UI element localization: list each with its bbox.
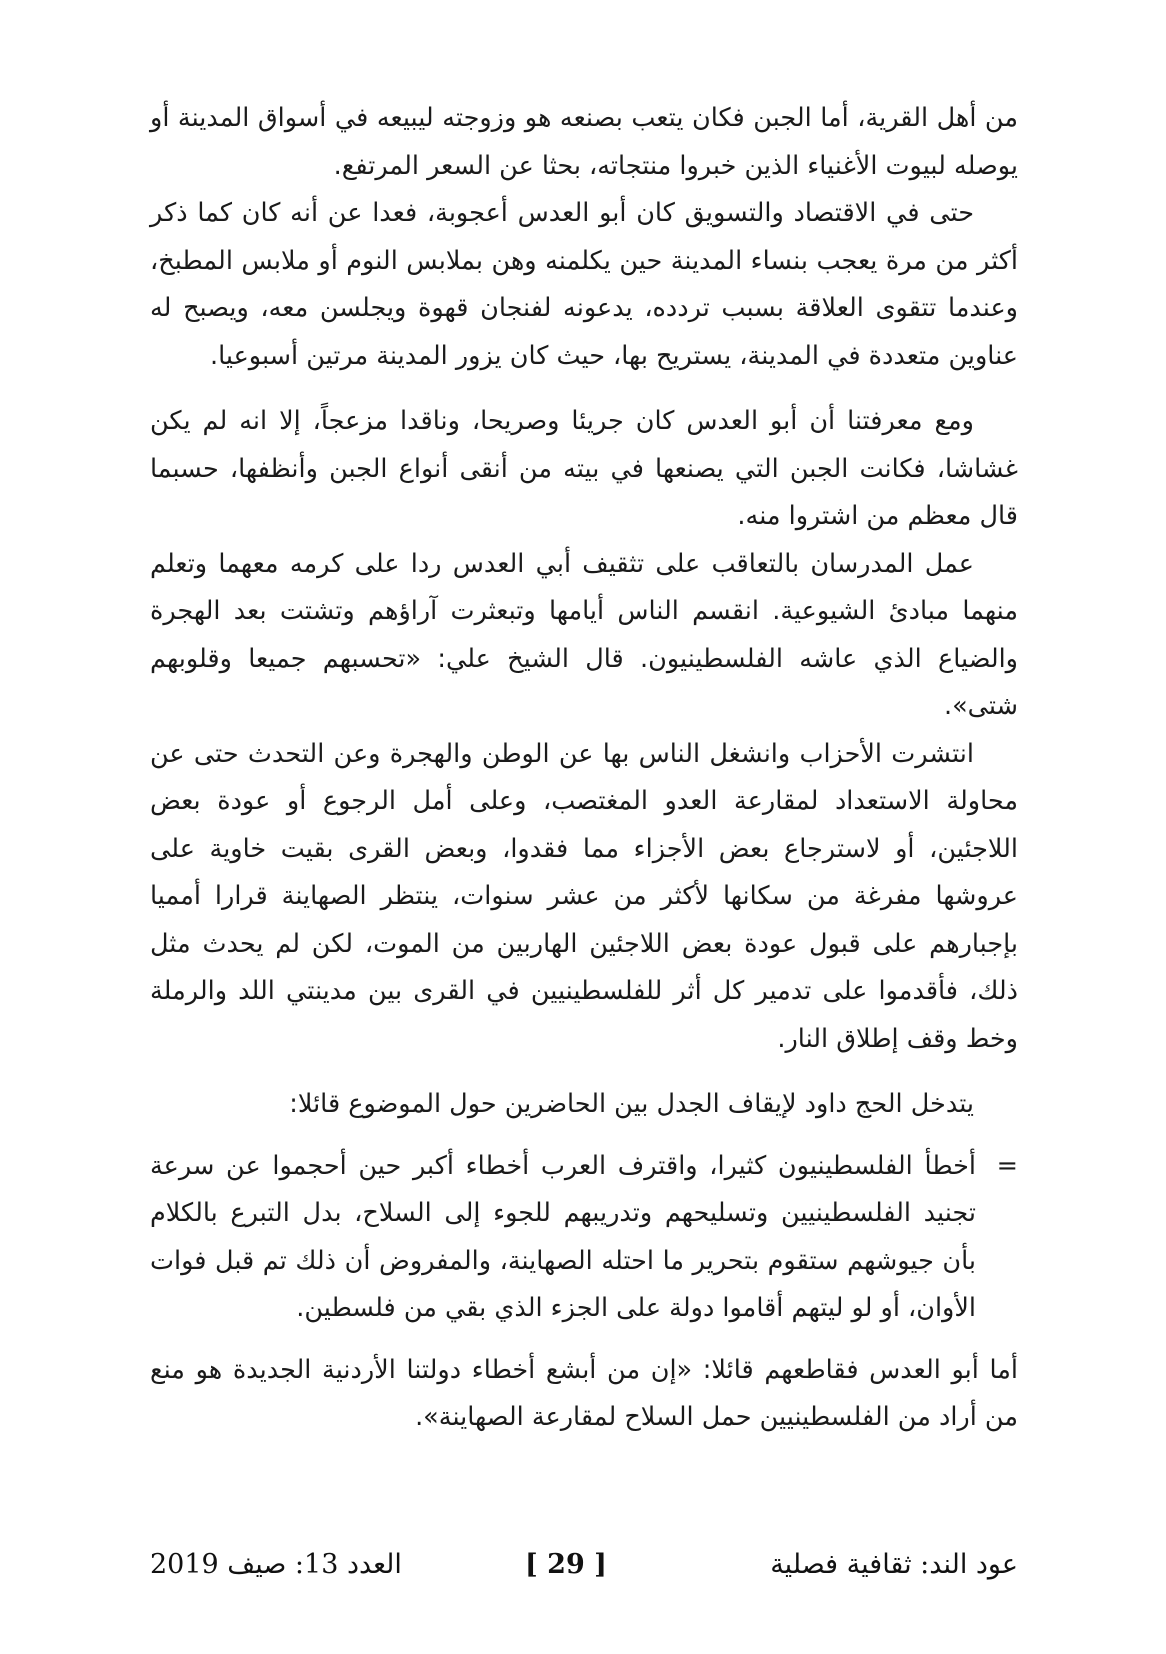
paragraph-6: يتدخل الحج داود لإيقاف الجدل بين الحاضرين حول الموضوع قائلا: bbox=[289, 1089, 974, 1119]
paragraph-2: حتى في الاقتصاد والتسويق كان أبو العدس أعجوبة، فعدا عن أنه كان كما ذكر أكثر من مرة يعجب بنساء المدينة حين يكلمنه وهن بملابس النوم أو ملابس المطبخ، وعندما تتقوى العلاقة بسبب تردده، يدعونه لفنجان قهوة ويجلسن معه، ويصبح له عناوين متعددة في المدينة، يستريح بها، حيث كان يزور المدينة مرتين أسبوعيا. bbox=[150, 198, 1018, 371]
quoted-speech bbox=[150, 1143, 1018, 1333]
paragraph-8: أما أبو العدس فقاطعهم قائلا: «إن من أبشع أخطاء دولتنا الأردنية الجديدة هو منع من أراد من الفلسطينيين حمل السلاح لمقارعة الصهاينة». bbox=[150, 1354, 1018, 1432]
page-footer bbox=[150, 1540, 1018, 1590]
paragraph-7: أخطأ الفلسطينيون كثيرا، واقترف العرب أخطاء أكبر حين أحجموا عن سرعة تجنيد الفلسطينيين وتسليحهم وتدريبهم للجوء إلى السلاح، بدل التبرع بالكلام بأن جيوشهم ستقوم بتحرير ما احتله الصهاينة، والمفروض أن ذلك تم قبل فوات الأوان، أو لو ليتهم أقاموا دولة على الجزء الذي بقي من فلسطين. bbox=[150, 1150, 976, 1323]
quote-marker: = bbox=[996, 1150, 1018, 1181]
paragraph-5: انتشرت الأحزاب وانشغل الناس بها عن الوطن والهجرة وعن التحدث حتى عن محاولة الاستعداد لمقارعة العدو المغتصب، وعلى أمل الرجوع أو عودة بعض اللاجئين، أو لاسترجاع بعض الأجزاء مما فقدوا، وبعض القرى بقيت خاوية على عروشها مفرغة من سكانها لأكثر من عشر سنوات، ينتظر الصهاينة قرارا أمميا بإجبارهم على قبول عودة بعض اللاجئين الهاربين من الموت، لكن لم يحدث مثل ذلك، فأقدموا على تدمير كل أثر للفلسطينيين في القرى بين مدينتي اللد والرملة وخط وقف إطلاق النار. bbox=[150, 738, 1018, 1054]
paragraph-1: من أهل القرية، أما الجبن فكان يتعب بصنعه هو وزوجته ليبيعه في أسواق المدينة أو يوصله لبيوت الأغنياء الذين خبروا منتجاته، بحثا عن السعر المرتفع. bbox=[150, 103, 1018, 181]
magazine-title: عود الند: ثقافية فصلية bbox=[770, 1549, 1018, 1580]
article-body bbox=[150, 95, 1018, 1442]
paragraph-4: عمل المدرسان بالتعاقب على تثقيف أبي العدس ردا على كرمه معهما وتعلم منهما مبادئ الشيوعية. انقسم الناس أيامها وتبعثرت آراؤهم وتشتت بعد الهجرة والضياع الذي عاشه الفلسطينيون. قال الشيخ علي: «تحسبهم جميعا وقلوبهم شتى». bbox=[150, 548, 1018, 721]
issue-info: العدد 13: صيف 2019 bbox=[150, 1549, 402, 1580]
page-number: [ 29 ] bbox=[525, 1549, 607, 1580]
paragraph-3: ومع معرفتنا أن أبو العدس كان جريئا وصريحا، وناقدا مزعجاً، إلا انه لم يكن غشاشا، فكانت الجبن التي يصنعها في بيته من أنقى أنواع الجبن وأنظفها، حسبما قال معظم من اشتروا منه. bbox=[150, 406, 1018, 531]
